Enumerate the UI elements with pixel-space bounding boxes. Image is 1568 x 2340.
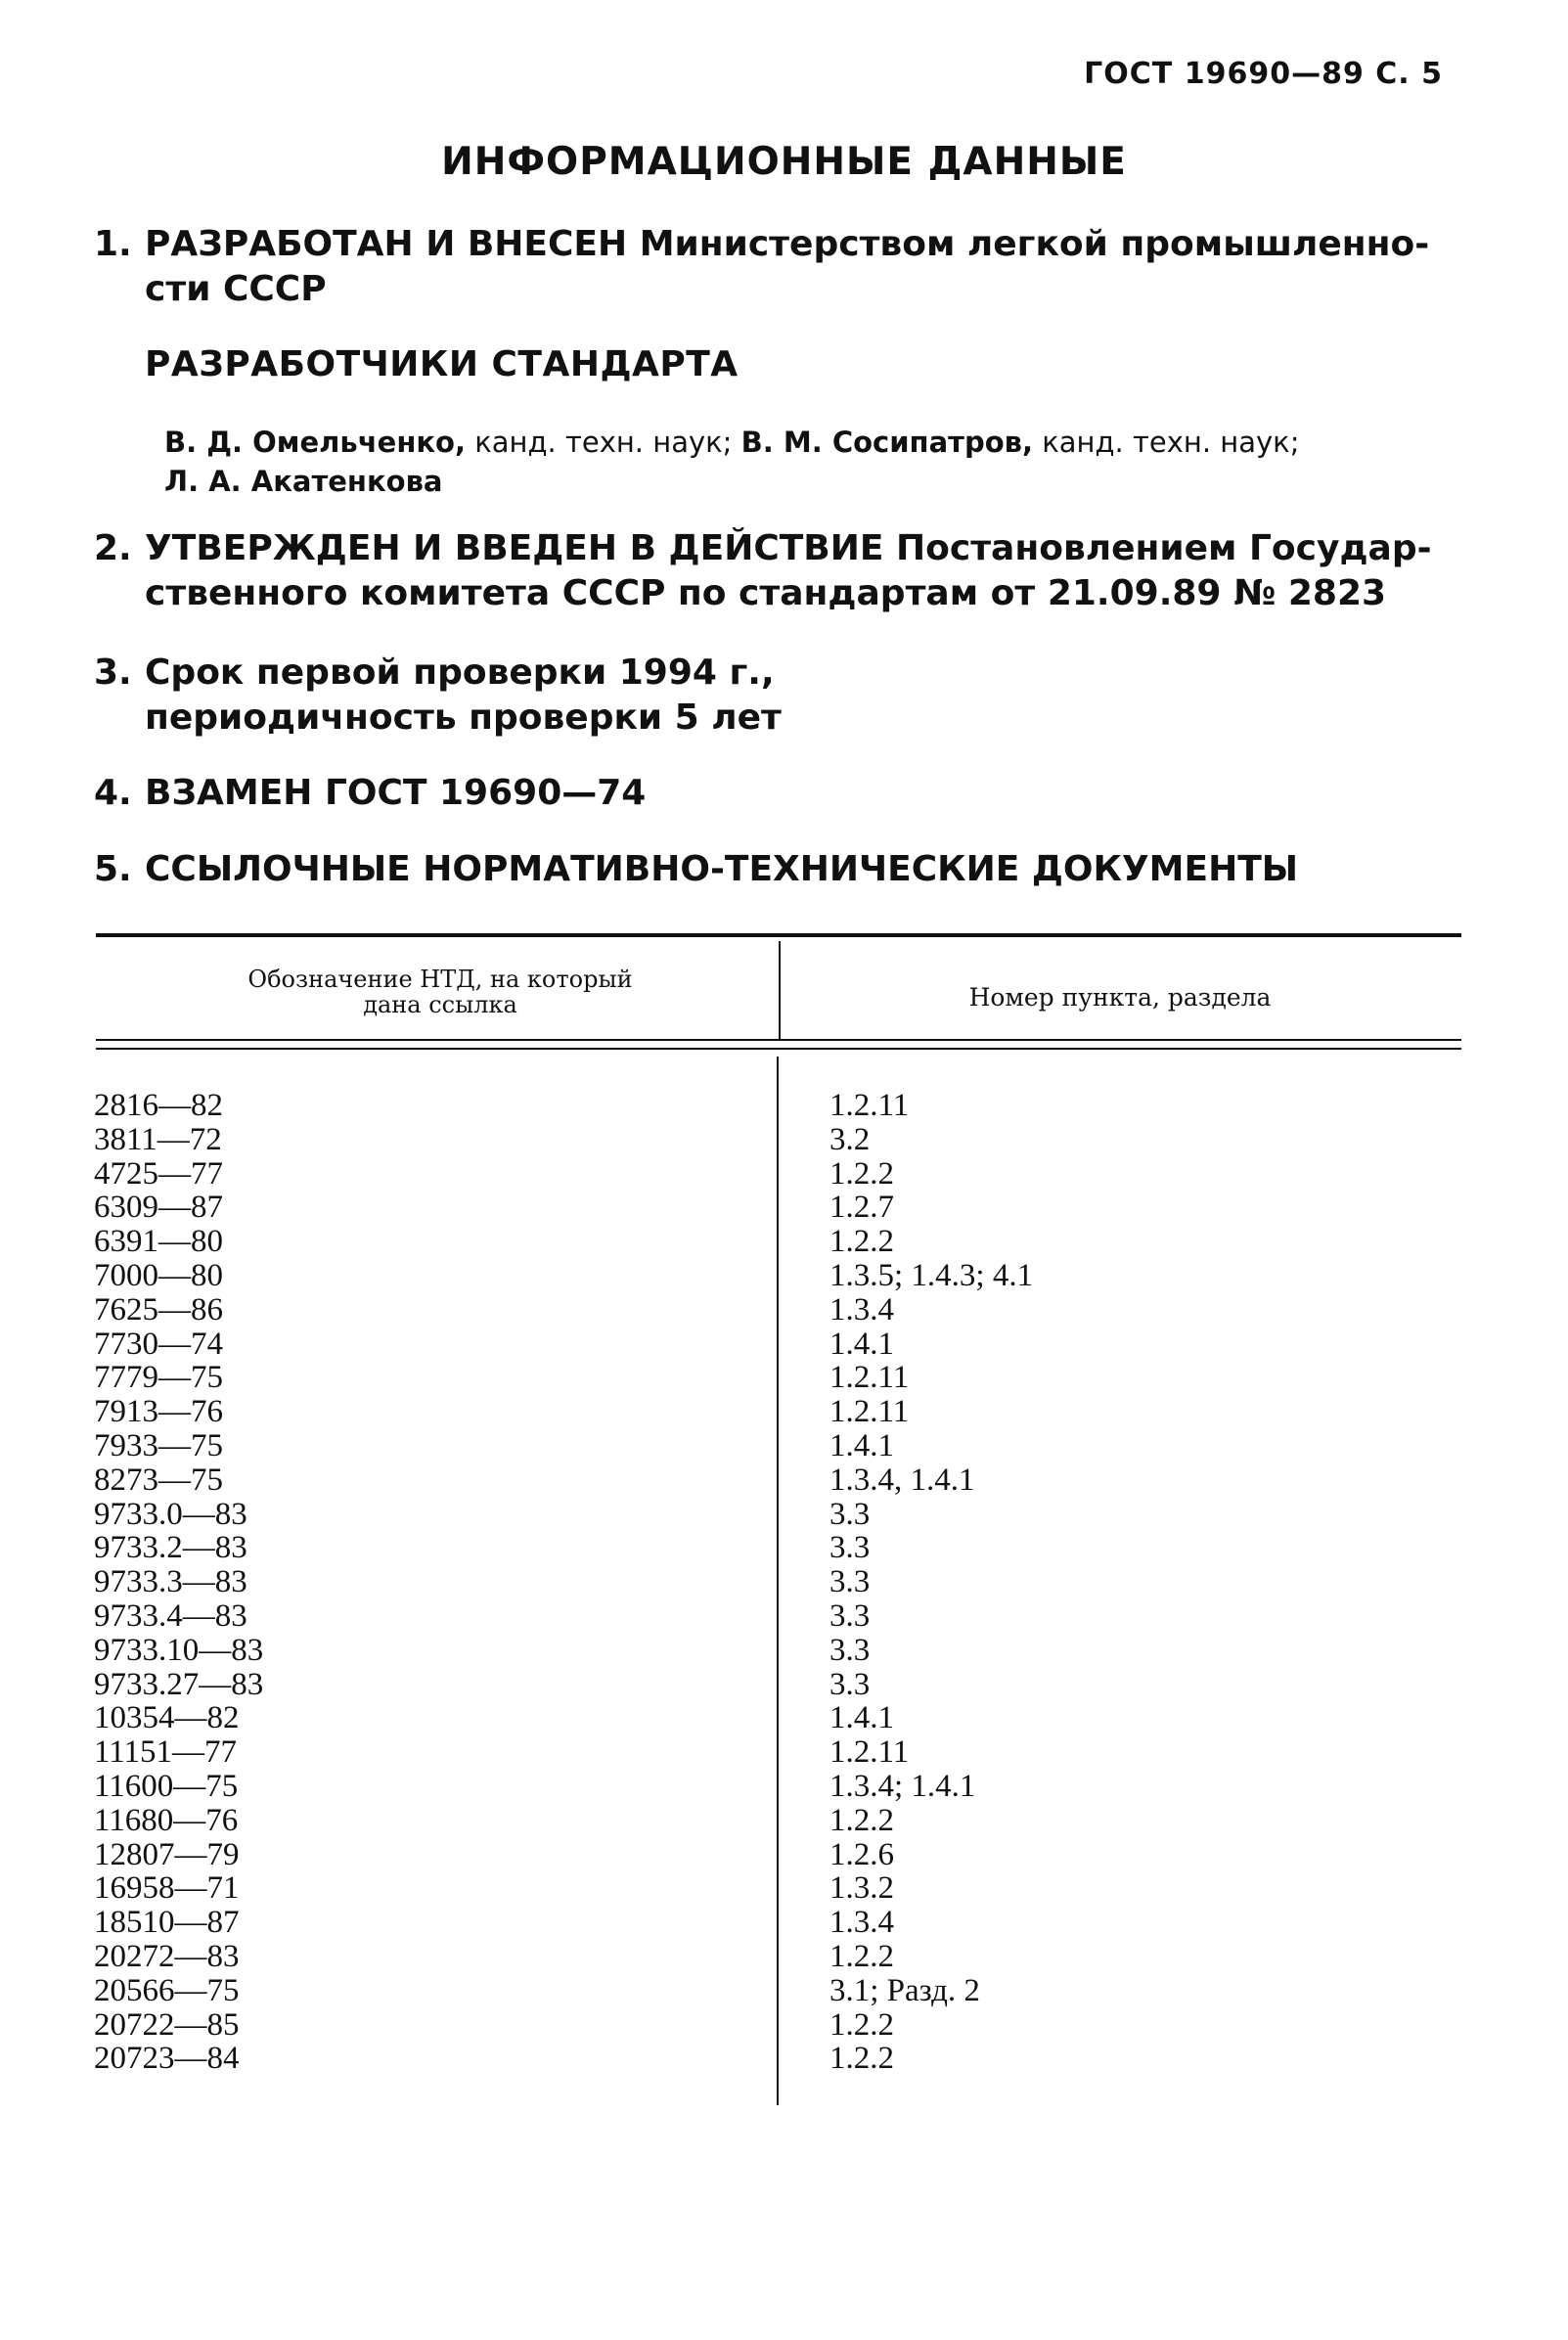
section-number: 1.2.11 (829, 1088, 910, 1123)
table-row (94, 1940, 1459, 1974)
section-number: 1.2.2 (829, 2041, 894, 2077)
table-row (94, 1157, 1459, 1192)
table-row (94, 1463, 1459, 1498)
section-number: 3.3 (829, 1496, 871, 1532)
section-number: 1.3.4, 1.4.1 (829, 1462, 975, 1498)
item-number: 4. (94, 773, 132, 813)
section-number: 3.3 (829, 1598, 871, 1634)
section-number: 1.2.2 (829, 2006, 894, 2043)
ntd-designation: 20272—83 (94, 1938, 240, 1974)
table-row (94, 1599, 1459, 1634)
table-row (94, 1804, 1459, 1838)
table-top-rule (96, 933, 1461, 937)
section-number: 1.2.2 (829, 1155, 894, 1192)
section-number: 1.4.1 (829, 1700, 894, 1736)
section-number: 1.3.5; 1.4.3; 4.1 (829, 1257, 1034, 1293)
section-number: 3.3 (829, 1666, 871, 1702)
table-row (94, 1701, 1459, 1735)
item-text: РАЗРАБОТАН И ВНЕСЕН Министерством легкой промышленно-сти СССР (145, 224, 1430, 309)
table-header-rule (96, 1048, 1461, 1050)
section-number: 3.3 (829, 1530, 871, 1566)
section-number: 1.2.2 (829, 1938, 894, 1974)
column-header-line: дана ссылка (363, 991, 517, 1018)
developer-name: В. Д. Омельченко, (164, 426, 466, 459)
ntd-designation: 7000—80 (94, 1257, 223, 1293)
page-header: ГОСТ 19690—89 С. 5 (1084, 57, 1443, 91)
ntd-designation: 9733.4—83 (94, 1598, 247, 1634)
table-row (94, 1429, 1459, 1463)
table-row (94, 1225, 1459, 1259)
item-text-line1: Срок первой проверки 1994 г., (145, 652, 775, 693)
ntd-designation: 12807—79 (94, 1836, 240, 1872)
column-header-line: Обозначение НТД, на который (247, 966, 633, 993)
item-text: ВЗАМЕН ГОСТ 19690—74 (145, 773, 647, 813)
developer-degree: канд. техн. наук; (1033, 426, 1300, 459)
ntd-designation: 6309—87 (94, 1190, 223, 1226)
table-row (94, 1770, 1459, 1804)
section-number: 3.3 (829, 1564, 871, 1600)
section-number: 1.2.11 (829, 1734, 910, 1771)
table-row (94, 1668, 1459, 1702)
table-row (94, 1328, 1459, 1362)
column-header-ntd (147, 967, 734, 1017)
ntd-designation: 2816—82 (94, 1088, 223, 1123)
item-text: УТВЕРЖДЕН И ВВЕДЕН В ДЕЙСТВИЕ Постановлением Государ-ственного комитета СССР по стандартам от 21.09.89 № 2823 (145, 528, 1432, 613)
item-3 (94, 651, 1458, 741)
section-number: 1.3.4 (829, 1291, 894, 1328)
developer-name: В. М. Сосипатров, (740, 426, 1034, 459)
ntd-designation: 10354—82 (94, 1700, 240, 1736)
table-row (94, 1838, 1459, 1872)
ntd-designation: 11680—76 (94, 1802, 239, 1838)
table-row (94, 1259, 1459, 1293)
table-row (94, 1123, 1459, 1157)
table-row (94, 1498, 1459, 1532)
reference-table-body (94, 1089, 1459, 2076)
table-header-rule (96, 1039, 1461, 1041)
table-row (94, 1395, 1459, 1429)
table-row (94, 1735, 1459, 1770)
developers-list (164, 423, 1460, 501)
section-number: 1.3.4 (829, 1905, 894, 1941)
item-2 (94, 526, 1458, 616)
section-number: 1.2.6 (829, 1836, 894, 1872)
ntd-designation: 9733.0—83 (94, 1496, 247, 1532)
ntd-designation: 20723—84 (94, 2041, 240, 2077)
section-number: 1.3.2 (829, 1870, 894, 1907)
ntd-designation: 8273—75 (94, 1462, 223, 1498)
table-row (94, 2042, 1459, 2076)
section-number: 1.2.11 (829, 1360, 910, 1396)
item-1 (94, 222, 1458, 312)
ntd-designation: 3811—72 (94, 1121, 222, 1157)
ntd-designation: 6391—80 (94, 1224, 223, 1260)
ntd-designation: 11151—77 (94, 1734, 238, 1771)
item-number: 3. (94, 652, 132, 693)
ntd-designation: 20722—85 (94, 2006, 240, 2043)
ntd-designation: 7933—75 (94, 1427, 223, 1463)
table-row (94, 1871, 1459, 1906)
ntd-designation: 9733.2—83 (94, 1530, 247, 1566)
developer-degree: канд. техн. наук; (466, 426, 741, 459)
ntd-designation: 4725—77 (94, 1155, 223, 1192)
section-number: 1.2.2 (829, 1802, 894, 1838)
table-header-divider (779, 941, 781, 1041)
section-number: 1.2.11 (829, 1394, 910, 1430)
section-number: 1.4.1 (829, 1326, 894, 1362)
ntd-designation: 9733.10—83 (94, 1632, 264, 1668)
item-number: 2. (94, 528, 132, 568)
table-row (94, 1974, 1459, 2008)
table-row (94, 1191, 1459, 1225)
section-number: 3.1; Разд. 2 (829, 1972, 980, 2008)
section-number: 3.2 (829, 1121, 871, 1157)
section-number: 1.4.1 (829, 1427, 894, 1463)
table-row (94, 1906, 1459, 1940)
ntd-designation: 11600—75 (94, 1768, 239, 1804)
table-row (94, 1089, 1459, 1123)
column-header-section: Номер пункта, раздела (968, 983, 1272, 1012)
ntd-designation: 7625—86 (94, 1291, 223, 1328)
item-4 (94, 771, 1458, 816)
section-number: 1.2.2 (829, 1224, 894, 1260)
developers-heading: РАЗРАБОТЧИКИ СТАНДАРТА (145, 344, 739, 384)
ntd-designation: 9733.27—83 (94, 1666, 264, 1702)
item-number: 1. (94, 224, 132, 264)
table-row (94, 1293, 1459, 1328)
ntd-designation: 7913—76 (94, 1394, 223, 1430)
table-row (94, 1531, 1459, 1565)
ntd-designation: 16958—71 (94, 1870, 240, 1907)
table-row (94, 1361, 1459, 1395)
ntd-designation: 9733.3—83 (94, 1564, 247, 1600)
developer-name: Л. А. Акатенкова (164, 465, 443, 498)
table-row (94, 2008, 1459, 2043)
page-title: ИНФОРМАЦИОННЫЕ ДАННЫЕ (441, 140, 1127, 184)
table-row (94, 1565, 1459, 1599)
table-row (94, 1634, 1459, 1668)
item-number: 5. (94, 849, 132, 889)
section-number: 3.3 (829, 1632, 871, 1668)
ntd-designation: 18510—87 (94, 1905, 240, 1941)
item-text: ССЫЛОЧНЫЕ НОРМАТИВНО-ТЕХНИЧЕСКИЕ ДОКУМЕНТЫ (145, 849, 1299, 889)
ntd-designation: 20566—75 (94, 1972, 240, 2008)
section-number: 1.3.4; 1.4.1 (829, 1768, 976, 1804)
section-number: 1.2.7 (829, 1190, 894, 1226)
item-text-line2: периодичность проверки 5 лет (145, 698, 782, 738)
ntd-designation: 7730—74 (94, 1326, 223, 1362)
ntd-designation: 7779—75 (94, 1360, 223, 1396)
item-5 (94, 847, 1458, 892)
